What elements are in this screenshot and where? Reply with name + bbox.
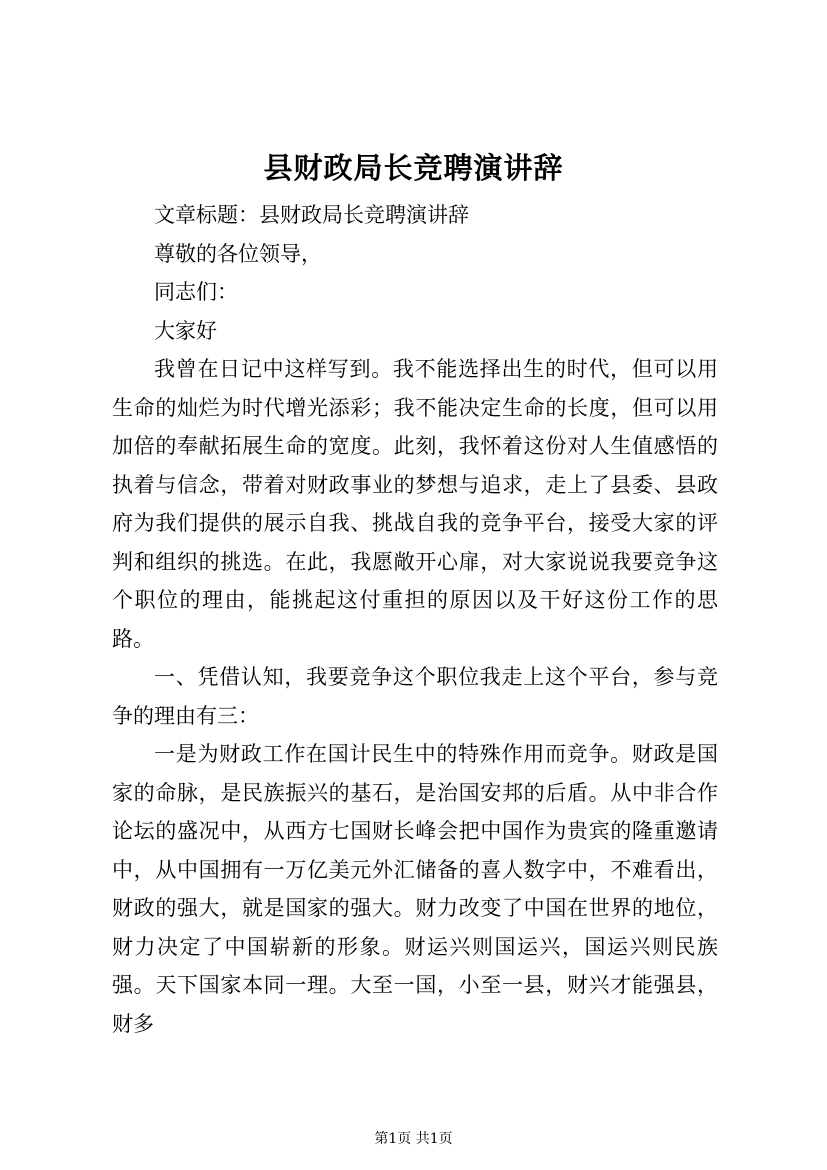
paragraph-intro: 我曾在日记中这样写到。我不能选择出生的时代，但可以用生命的灿烂为时代增光添彩；我不能决定生命的长度，但可以用加倍的奉献拓展生命的宽度。此刻，我怀着这份对人生值感悟的执着与信念，带着对财政事业的梦想与追求，走上了县委、县政府为我们提供的展示自我、挑战自我的竞争平台，接受大家的评判和组织的挑选。在此，我愿敞开心扉，对大家说说我要竞争这个职位的理由，能挑起这付重担的原因以及干好这份工作的思路。 [112,357,718,651]
paragraph-article-title: 文章标题：县财政局长竞聘演讲辞 [154,203,469,227]
document-body [112,196,718,1043]
paragraph-salutation-leaders: 尊敬的各位领导， [154,241,322,266]
paragraph-section-one: 一、凭借认知，我要竞争这个职位我走上这个平台，参与竞争的理由有三： [112,665,718,728]
document-title: 县财政局长竞聘演讲辞 [263,151,564,185]
paragraph-reason-one: 一是为财政工作在国计民生中的特殊作用而竞争。财政是国家的命脉，是民族振兴的基石，是治国安邦的后盾。从中非合作论坛的盛况中，从西方七国财长峰会把中国作为贵宾的隆重邀请中，从中国拥有一万亿美元外汇储备的喜人数字中，不难看出，财政的强大，就是国家的强大。财力改变了中国在世界的地位，财力决定了中国崭新的形象。财运兴则国运兴，国运兴则民族强。天下国家本同一理。大至一国，小至一县，财兴才能强县，财多 [112,742,718,1036]
page-number-footer: 第1页 共1页 [374,1131,453,1147]
paragraph-greeting: 大家好 [154,318,217,343]
paragraph-salutation-comrades: 同志们： [154,280,238,304]
